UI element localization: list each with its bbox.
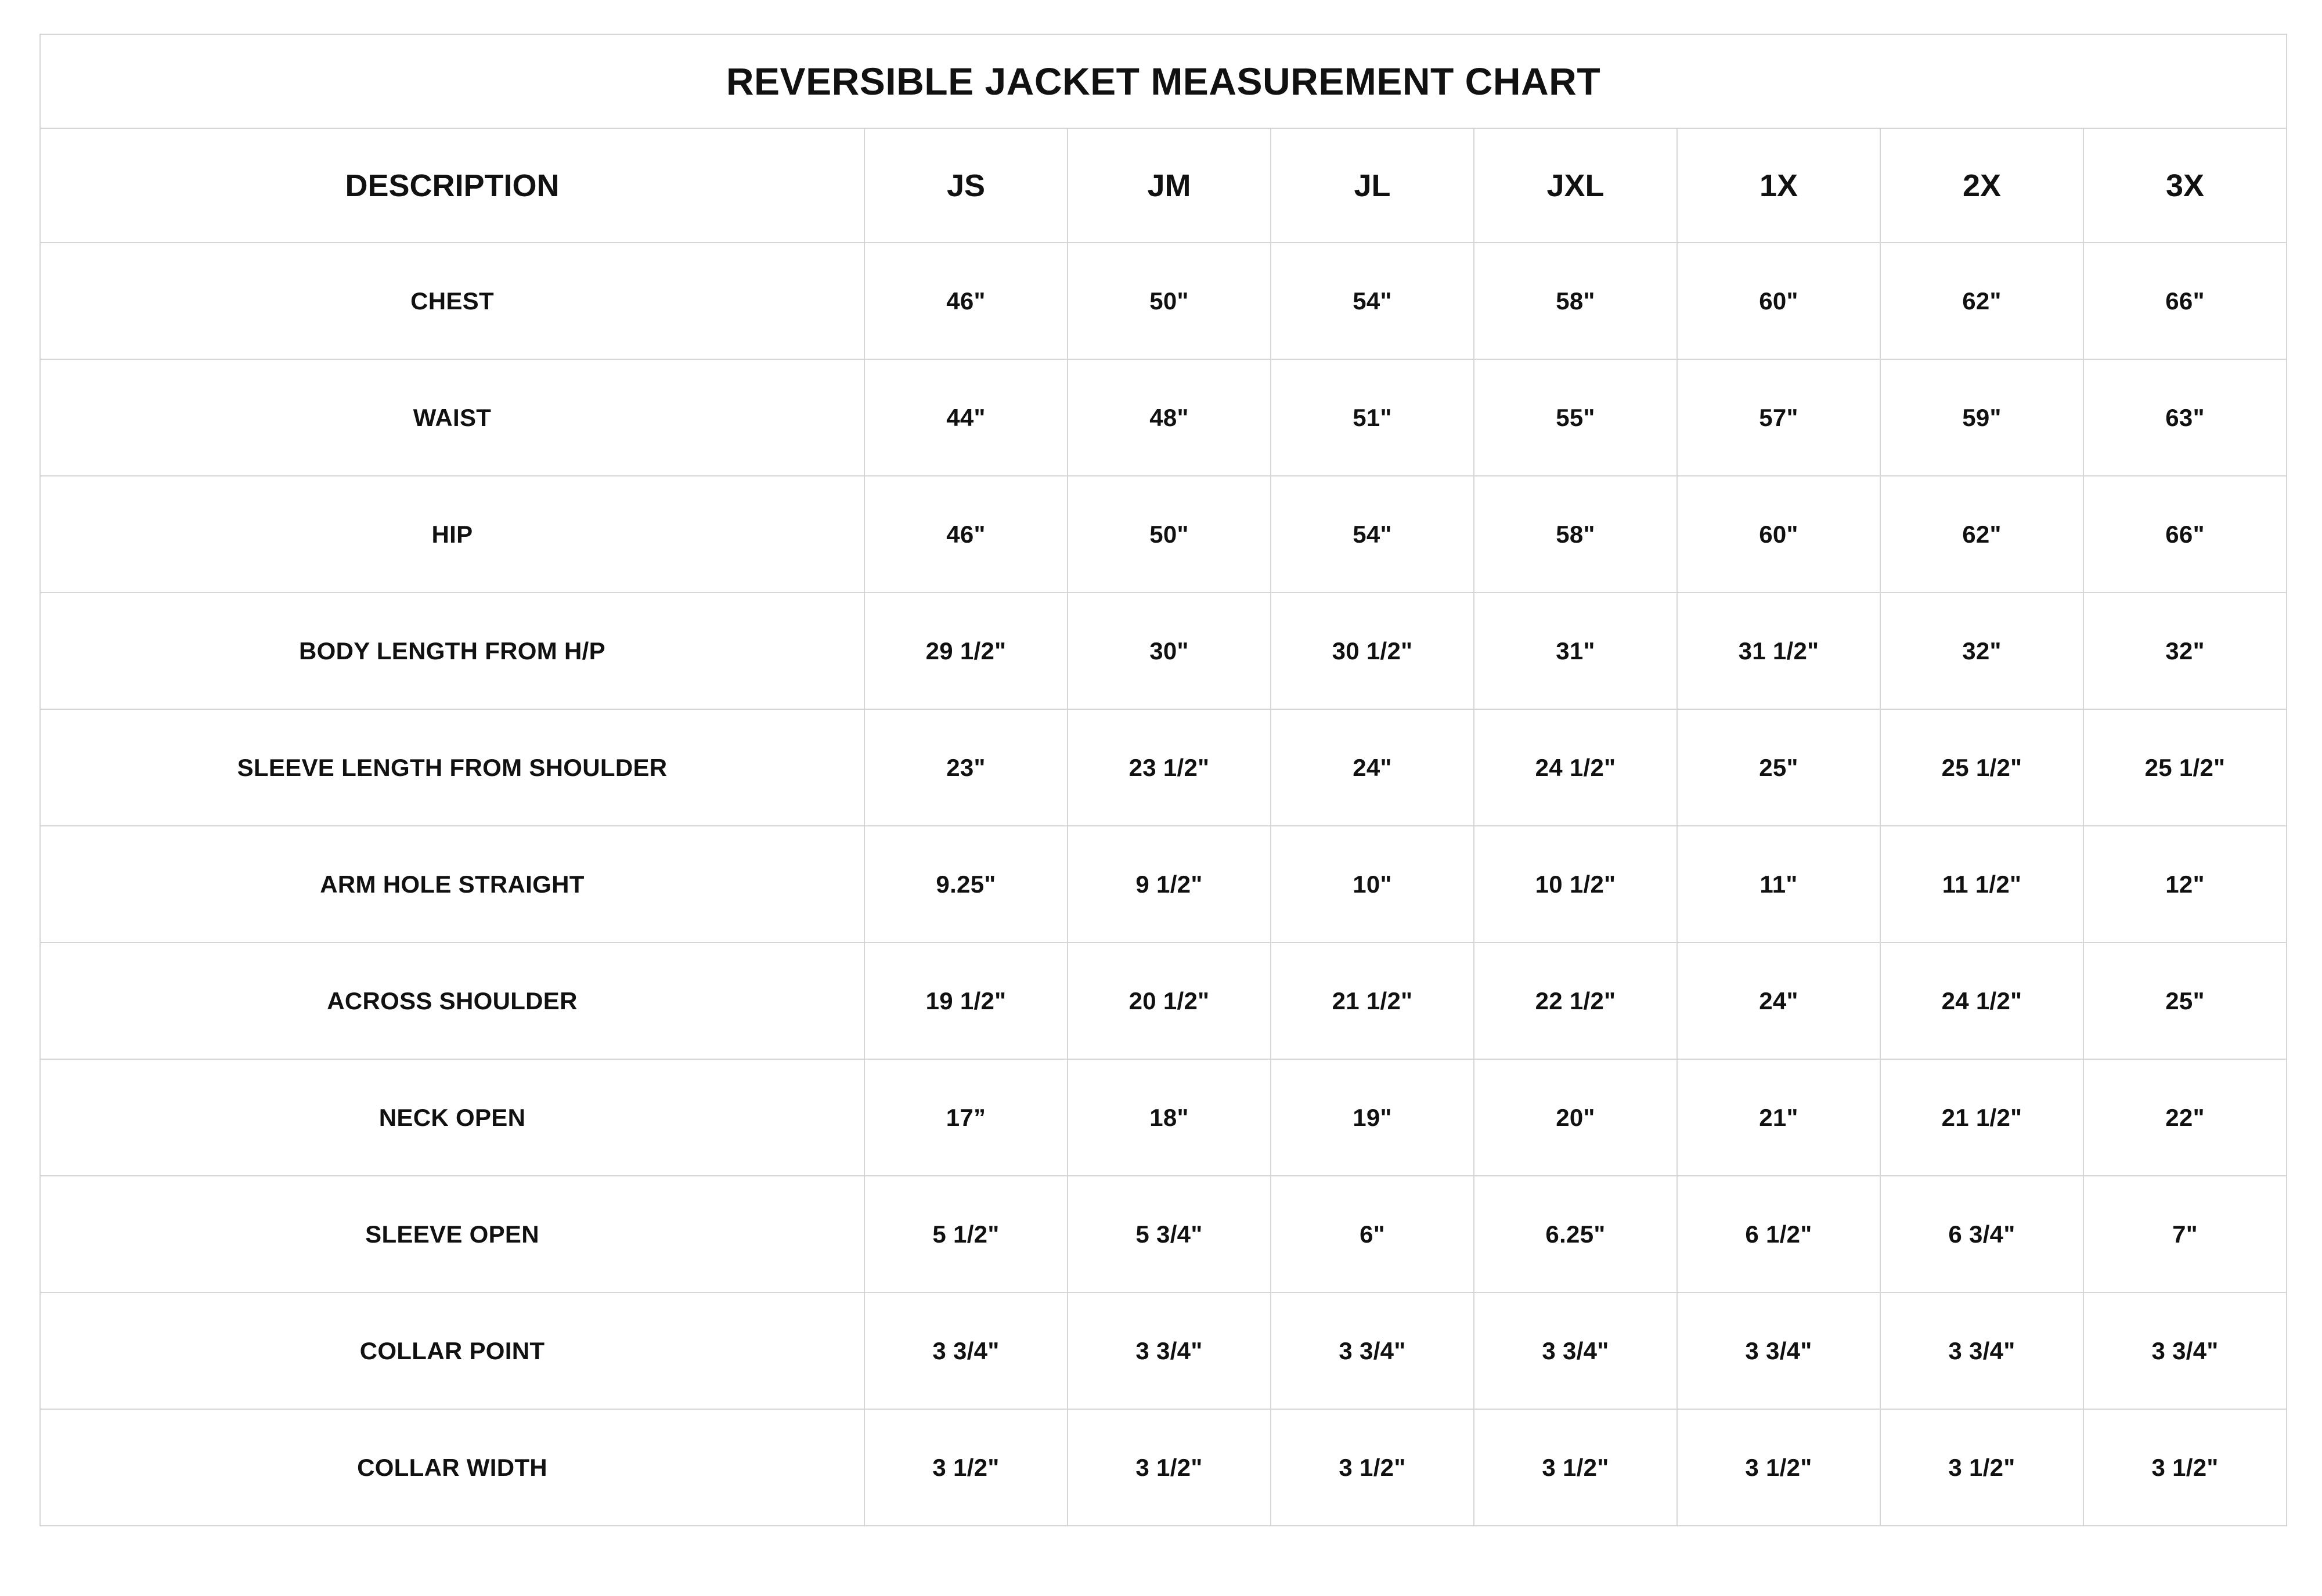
cell-value: 9 1/2" [1068,826,1271,943]
row-label: ACROSS SHOULDER [40,943,864,1059]
column-header-2x: 2X [1880,128,2083,243]
cell-value: 25" [1677,709,1880,826]
cell-value: 19 1/2" [864,943,1068,1059]
cell-value: 17” [864,1059,1068,1176]
cell-value: 63" [2083,359,2287,476]
cell-value: 29 1/2" [864,593,1068,709]
measurement-chart-table [39,34,2287,1526]
title-row [40,34,2287,128]
cell-value: 32" [2083,593,2287,709]
table-row [40,1059,2287,1176]
cell-value: 21" [1677,1059,1880,1176]
row-label: NECK OPEN [40,1059,864,1176]
cell-value: 50" [1068,243,1271,359]
page-title: REVERSIBLE JACKET MEASUREMENT CHART [40,34,2287,128]
table-row [40,1409,2287,1526]
cell-value: 57" [1677,359,1880,476]
cell-value: 18" [1068,1059,1271,1176]
cell-value: 66" [2083,243,2287,359]
table-row [40,709,2287,826]
table-row [40,476,2287,593]
cell-value: 5 1/2" [864,1176,1068,1292]
cell-value: 25 1/2" [1880,709,2083,826]
cell-value: 54" [1271,243,1474,359]
cell-value: 21 1/2" [1271,943,1474,1059]
row-label: COLLAR WIDTH [40,1409,864,1526]
cell-value: 3 1/2" [1474,1409,1677,1526]
cell-value: 3 1/2" [1880,1409,2083,1526]
cell-value: 60" [1677,476,1880,593]
cell-value: 44" [864,359,1068,476]
cell-value: 19" [1271,1059,1474,1176]
cell-value: 25" [2083,943,2287,1059]
cell-value: 3 3/4" [1880,1292,2083,1409]
column-header-jxl: JXL [1474,128,1677,243]
row-label: WAIST [40,359,864,476]
cell-value: 6.25" [1474,1176,1677,1292]
cell-value: 22 1/2" [1474,943,1677,1059]
cell-value: 58" [1474,476,1677,593]
cell-value: 3 1/2" [1271,1409,1474,1526]
cell-value: 51" [1271,359,1474,476]
cell-value: 3 1/2" [864,1409,1068,1526]
cell-value: 3 3/4" [1474,1292,1677,1409]
cell-value: 6 3/4" [1880,1176,2083,1292]
cell-value: 23 1/2" [1068,709,1271,826]
cell-value: 62" [1880,243,2083,359]
cell-value: 20 1/2" [1068,943,1271,1059]
row-label: SLEEVE OPEN [40,1176,864,1292]
table-row [40,359,2287,476]
column-header-description: DESCRIPTION [40,128,864,243]
column-header-3x: 3X [2083,128,2287,243]
cell-value: 62" [1880,476,2083,593]
cell-value: 30" [1068,593,1271,709]
cell-value: 24 1/2" [1880,943,2083,1059]
table-row [40,593,2287,709]
row-label: SLEEVE LENGTH FROM SHOULDER [40,709,864,826]
cell-value: 12" [2083,826,2287,943]
row-label: BODY LENGTH FROM H/P [40,593,864,709]
cell-value: 50" [1068,476,1271,593]
cell-value: 32" [1880,593,2083,709]
cell-value: 66" [2083,476,2287,593]
cell-value: 11 1/2" [1880,826,2083,943]
cell-value: 3 1/2" [1677,1409,1880,1526]
cell-value: 3 1/2" [1068,1409,1271,1526]
table-row [40,943,2287,1059]
chart-body [40,34,2287,1526]
cell-value: 3 3/4" [1068,1292,1271,1409]
cell-value: 60" [1677,243,1880,359]
cell-value: 6 1/2" [1677,1176,1880,1292]
column-header-jl: JL [1271,128,1474,243]
cell-value: 20" [1474,1059,1677,1176]
cell-value: 46" [864,476,1068,593]
cell-value: 22" [2083,1059,2287,1176]
cell-value: 3 3/4" [1271,1292,1474,1409]
cell-value: 23" [864,709,1068,826]
cell-value: 46" [864,243,1068,359]
cell-value: 55" [1474,359,1677,476]
table-header-row [40,128,2287,243]
cell-value: 5 3/4" [1068,1176,1271,1292]
cell-value: 3 3/4" [1677,1292,1880,1409]
column-header-jm: JM [1068,128,1271,243]
table-row [40,243,2287,359]
cell-value: 48" [1068,359,1271,476]
cell-value: 24" [1271,709,1474,826]
cell-value: 24" [1677,943,1880,1059]
column-header-1x: 1X [1677,128,1880,243]
cell-value: 6" [1271,1176,1474,1292]
cell-value: 10" [1271,826,1474,943]
cell-value: 59" [1880,359,2083,476]
cell-value: 3 1/2" [2083,1409,2287,1526]
cell-value: 21 1/2" [1880,1059,2083,1176]
cell-value: 31" [1474,593,1677,709]
row-label: HIP [40,476,864,593]
cell-value: 25 1/2" [2083,709,2287,826]
cell-value: 58" [1474,243,1677,359]
cell-value: 3 3/4" [864,1292,1068,1409]
row-label: ARM HOLE STRAIGHT [40,826,864,943]
cell-value: 30 1/2" [1271,593,1474,709]
row-label: COLLAR POINT [40,1292,864,1409]
cell-value: 31 1/2" [1677,593,1880,709]
cell-value: 24 1/2" [1474,709,1677,826]
cell-value: 11" [1677,826,1880,943]
table-row [40,1292,2287,1409]
cell-value: 54" [1271,476,1474,593]
cell-value: 7" [2083,1176,2287,1292]
table-row [40,1176,2287,1292]
table-row [40,826,2287,943]
column-header-js: JS [864,128,1068,243]
row-label: CHEST [40,243,864,359]
cell-value: 9.25" [864,826,1068,943]
cell-value: 3 3/4" [2083,1292,2287,1409]
cell-value: 10 1/2" [1474,826,1677,943]
